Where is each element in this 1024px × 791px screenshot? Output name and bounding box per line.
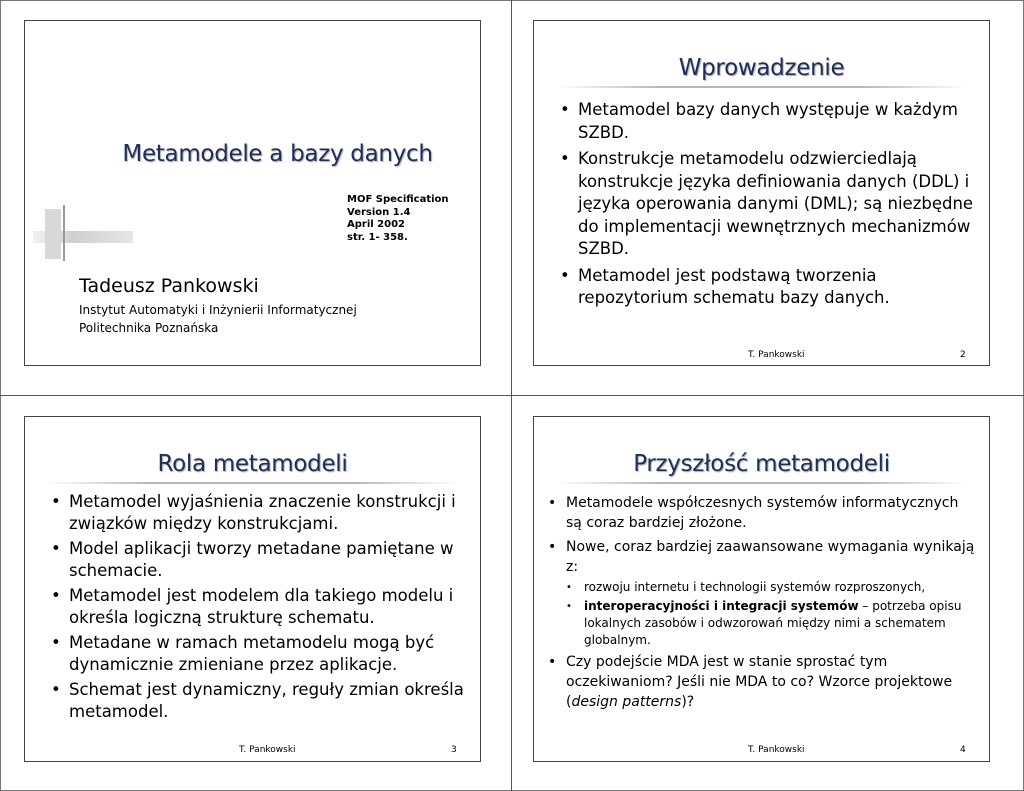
page-number: 4: [960, 745, 966, 755]
slide-2-title: Wprowadzenie: [678, 55, 845, 81]
note-line: Version 1.4: [347, 206, 411, 218]
list-item: • Metamodel wyjaśnienia znaczenie konstrukcji i związków między konstrukcjami.: [51, 491, 471, 535]
footer-author: T. Pankowski: [748, 350, 805, 360]
list-item-text: Czy podejście MDA jest w stanie sprostać tym oczekiwaniom? Jeśli nie MDA to co? Wzorce projektowe (: [566, 654, 953, 710]
title-underline: [47, 482, 458, 484]
list-item: [548, 652, 978, 712]
note-line: April 2002: [347, 219, 405, 230]
decorative-bar-block: [45, 209, 61, 259]
emphasis-text: interoperacyjności i integracji systemów: [584, 599, 859, 613]
author-name: Tadeusz Pankowski: [79, 275, 259, 297]
slide-3-title: Rola metamodeli: [157, 451, 348, 477]
affiliation: [79, 301, 357, 337]
slide-4-title: Przyszłość metamodeli: [633, 451, 890, 477]
institute-name: Instytut Automatyki i Inżynierii Informatycznej: [79, 303, 357, 317]
slide-3-bullets: [51, 491, 471, 723]
list-item: • Model aplikacji tworzy metadane pamiętane w schemacie.: [51, 538, 471, 582]
list-item: • Metadane w ramach metamodelu mogą być dynamicznie zmieniane przez aplikacje.: [51, 632, 471, 676]
sub-list: [566, 579, 978, 649]
list-item: • Metamodele współczesnych systemów informatycznych są coraz bardziej złożone.: [548, 493, 978, 533]
decorative-bar-vertical: [63, 205, 65, 261]
list-item: • Metamodel jest modelem dla takiego modelu i określa logiczną strukturę schematu.: [51, 585, 471, 629]
italic-text: design patterns: [571, 694, 682, 710]
footer-author: T. Pankowski: [748, 745, 805, 755]
list-item: [548, 537, 978, 649]
horizontal-divider: [0, 395, 1024, 396]
university-name: Politechnika Poznańska: [79, 321, 219, 335]
slide-4: [533, 416, 990, 762]
list-item: • Schemat jest dynamiczny, reguły zmian określa metamodel.: [51, 679, 471, 723]
note-line: MOF Specification: [347, 194, 449, 205]
sub-list-item: [566, 598, 978, 649]
list-item-text-end: )?: [681, 694, 695, 710]
slide-1-title: Metamodele a bazy danych: [122, 141, 433, 167]
list-item: • Konstrukcje metamodelu odzwierciedlają konstrukcje języka definiowania danych (DDL) i języka operowania danymi (DML); są niezbędne do implementacji wewnętrznych mechanizmów SZBD.: [560, 148, 980, 261]
sub-item-text: – potrzeba opisu lokalnych zasobów i odwzorowań między nimi a schematem globalnym.: [584, 599, 962, 647]
list-item-text: Nowe, coraz bardziej zaawansowane wymagania wynikają z:: [566, 539, 975, 575]
slide-2: [533, 20, 990, 366]
list-item: • Metamodel bazy danych występuje w każdym SZBD.: [560, 99, 980, 144]
page-number: 3: [451, 745, 457, 755]
mof-note: [347, 194, 449, 244]
footer-author: T. Pankowski: [239, 745, 296, 755]
note-line: str. 1- 358.: [347, 231, 408, 243]
slide-1: [24, 20, 481, 366]
title-underline: [556, 482, 967, 484]
title-underline: [556, 86, 967, 88]
slide-2-bullets: [560, 99, 980, 310]
sub-list-item: • rozwoju internetu i technologii systemów rozproszonych,: [566, 579, 978, 596]
list-item: • Metamodel jest podstawą tworzenia repozytorium schematu bazy danych.: [560, 265, 980, 310]
page-number: 2: [960, 350, 966, 360]
slide-3: [24, 416, 481, 762]
slide-4-bullets: [548, 493, 978, 712]
